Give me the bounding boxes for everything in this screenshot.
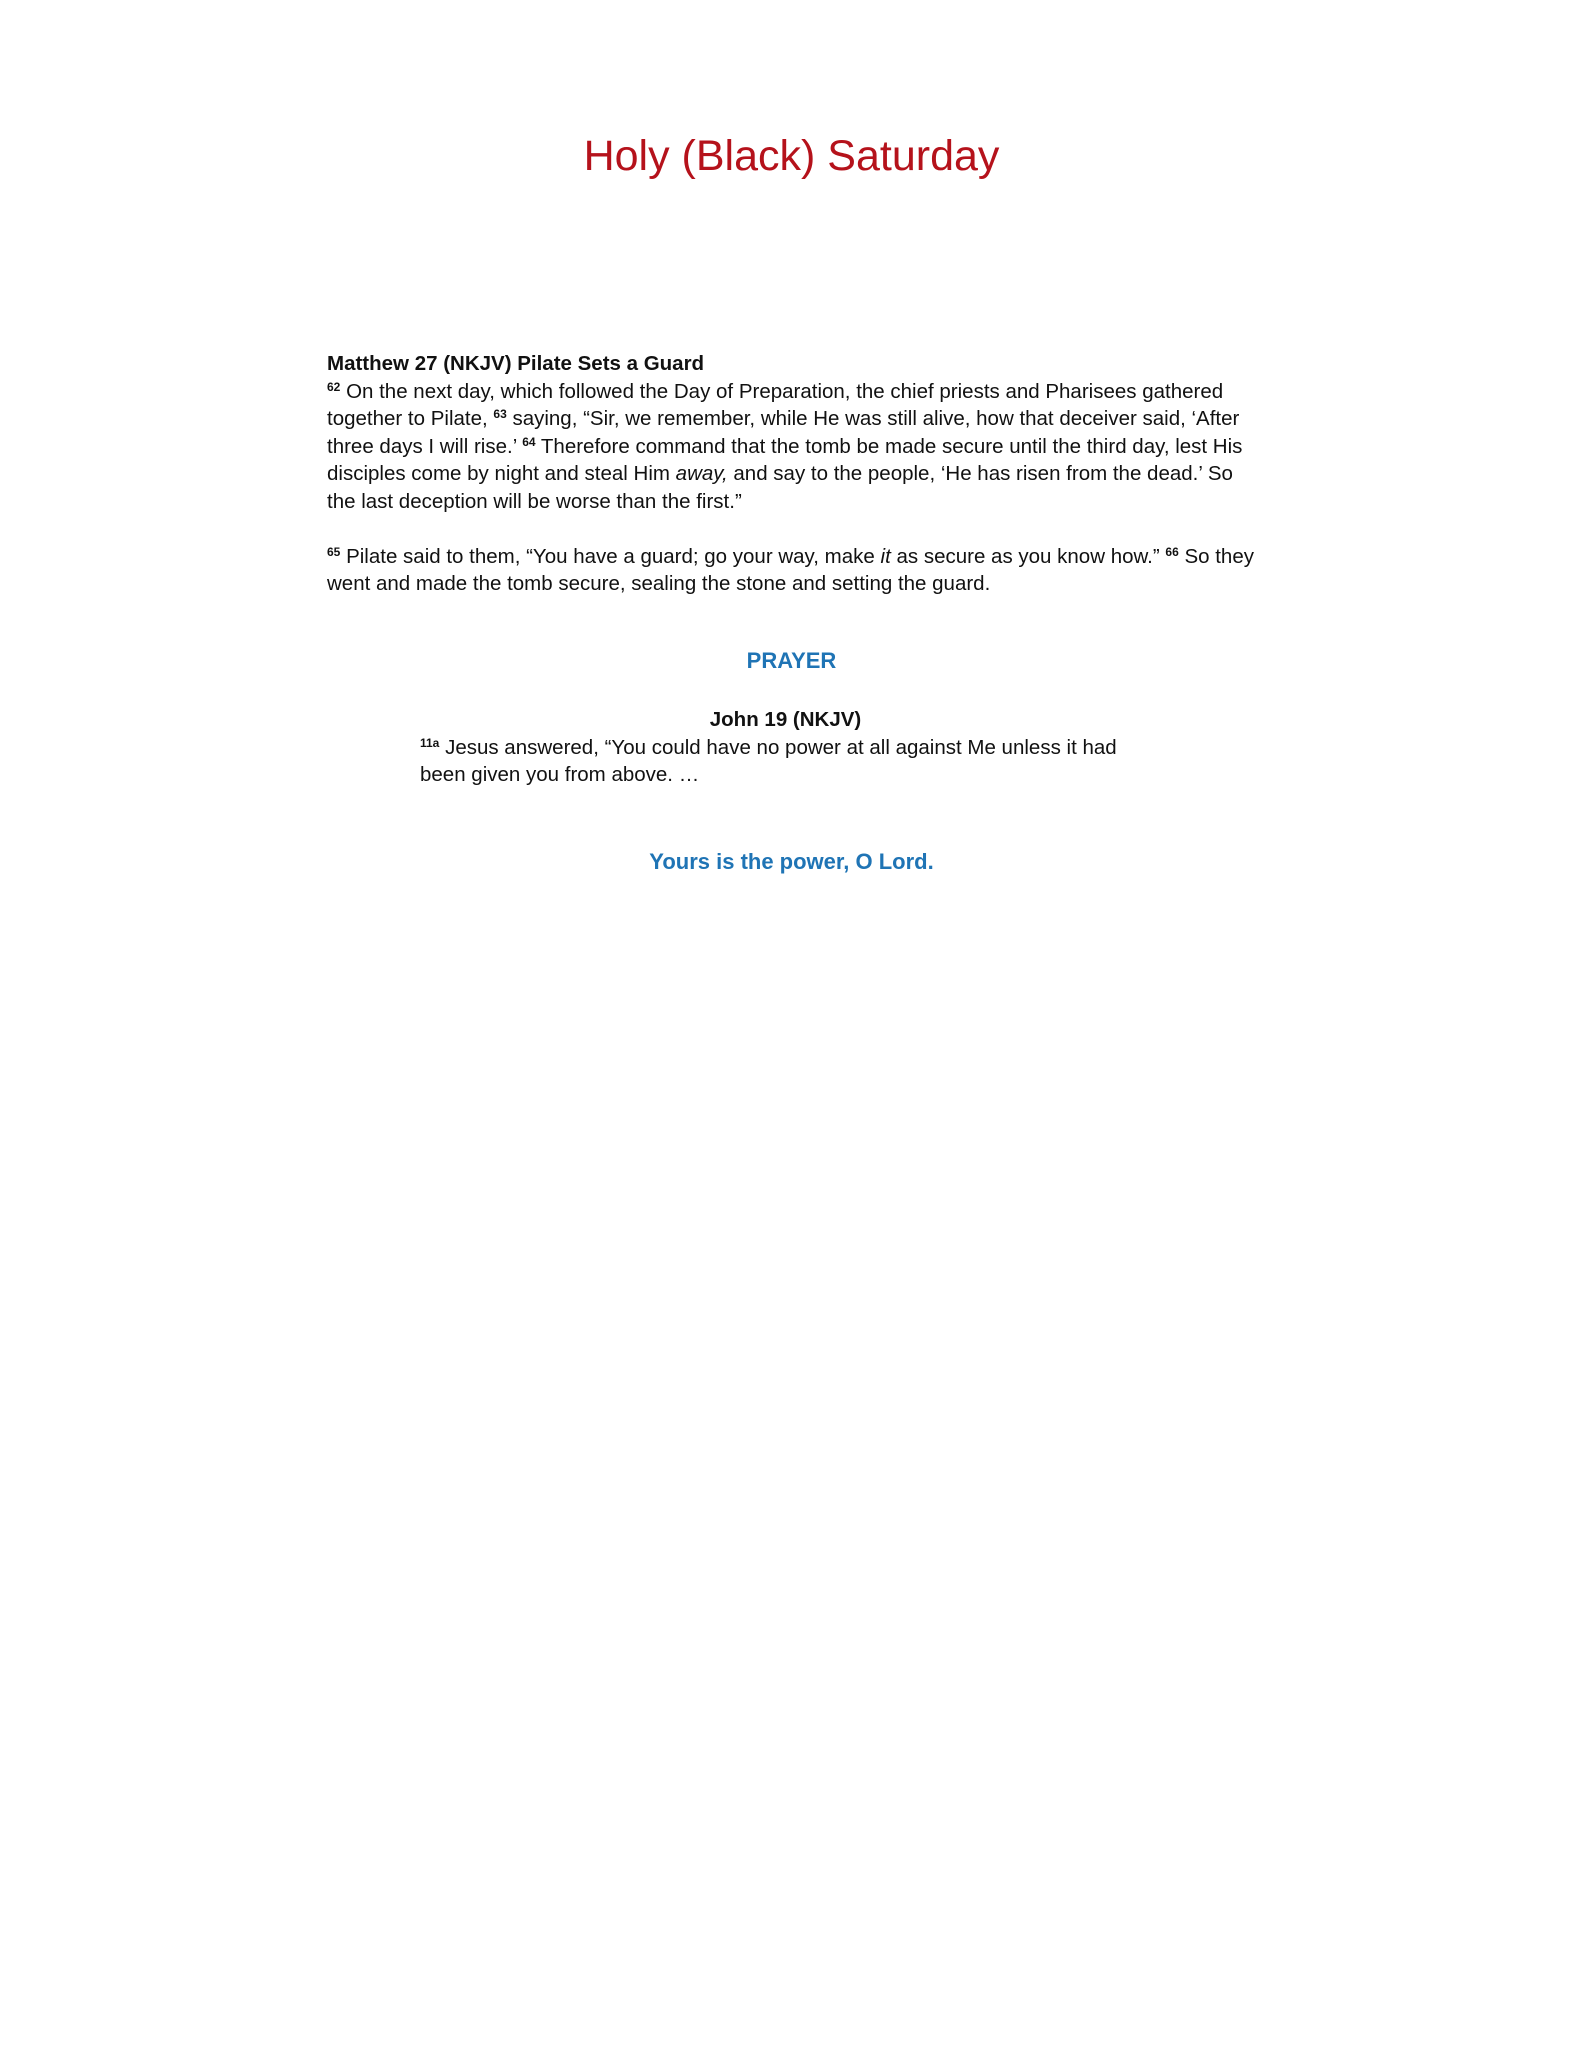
prayer-label: PRAYER — [746, 648, 837, 673]
verse-number-66: 66 — [1165, 544, 1179, 559]
verse-65-italic: it — [880, 544, 891, 568]
verse-63-text: saying, “Sir, we remember, while He was still alive, how that deceiver said, ‘After three days I will rise.’ — [327, 407, 1240, 458]
verse-number-63: 63 — [493, 407, 507, 421]
verse-11a-text: Jesus answered, “You could have no power at all against Me unless it had been given you from above. … — [420, 735, 1117, 786]
verse-64-italic: away, — [675, 462, 728, 485]
closing-line: Yours is the power, O Lord. — [649, 849, 934, 874]
passage-paragraph-2 — [327, 543, 1262, 598]
page-title: Holy (Black) Saturday — [583, 132, 1000, 180]
verse-number-11a: 11a — [420, 735, 440, 750]
prayer-passage — [420, 706, 1165, 789]
verse-62-text: On the next day, which followed the Day of Preparation, the chief priests and Pharisees gathered together to Pilate, — [327, 379, 1224, 430]
scripture-passage — [327, 350, 1262, 598]
verse-64-text-a: Therefore command that the tomb be made secure until the third day, lest His disciples come by night and steal Him — [327, 434, 1243, 485]
verse-64-text-b: and say to the people, ‘He has risen from the dead.’ So the last deception will be worse than the first.” — [327, 462, 1233, 513]
passage-heading: Matthew 27 (NKJV) Pilate Sets a Guard — [327, 352, 705, 375]
verse-65-text-b: as secure as you know how.” — [896, 544, 1160, 568]
passage-paragraph-1 — [327, 378, 1262, 516]
verse-66-text: So they went and made the tomb secure, sealing the stone and setting the guard. — [327, 544, 1254, 595]
verse-number-64: 64 — [522, 434, 536, 449]
prayer-paragraph — [420, 734, 1165, 789]
verse-65-text-a: Pilate said to them, “You have a guard; go your way, make — [346, 544, 875, 568]
verse-number-62: 62 — [327, 379, 341, 394]
verse-number-65: 65 — [327, 544, 341, 559]
prayer-heading: John 19 (NKJV) — [709, 708, 862, 731]
